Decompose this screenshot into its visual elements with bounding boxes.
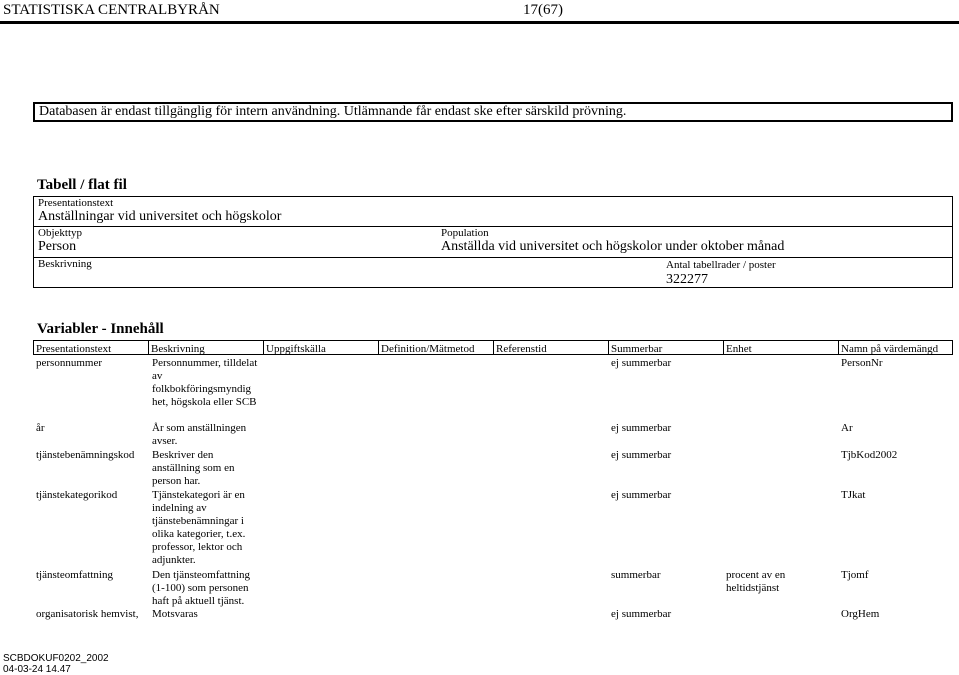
row-name: tjänsteomfattning bbox=[36, 569, 113, 581]
row-valueset: PersonNr bbox=[841, 357, 883, 369]
row-summable: ej summerbar bbox=[611, 449, 672, 461]
grid-line bbox=[33, 340, 34, 355]
row-description: Motsvaras bbox=[152, 608, 198, 620]
page-number: 17(67) bbox=[523, 2, 563, 18]
header-rule bbox=[0, 21, 959, 24]
organization-name: STATISTISKA CENTRALBYRÅN bbox=[3, 2, 220, 18]
grid-line bbox=[608, 340, 609, 355]
table-info-box bbox=[33, 196, 953, 288]
population-value: Anställda vid universitet och högskolor under oktober månad bbox=[441, 239, 785, 254]
row-name: år bbox=[36, 422, 45, 434]
row-summable: ej summerbar bbox=[611, 608, 672, 620]
row-valueset: Ar bbox=[841, 422, 853, 434]
row-summable: ej summerbar bbox=[611, 422, 672, 434]
column-header: Summerbar bbox=[611, 343, 663, 355]
presentation-value: Anställningar vid universitet och högskolor bbox=[38, 209, 282, 224]
row-description: Den tjänsteomfattning (1-100) som personen haft på aktuell tjänst. bbox=[152, 569, 251, 607]
row-description: Personnummer, tilldelat av folkbokföringsmyndig het, högskola eller SCB bbox=[152, 357, 258, 408]
column-header: Referenstid bbox=[496, 343, 547, 355]
column-header: Beskrivning bbox=[151, 343, 205, 355]
row-valueset: TjbKod2002 bbox=[841, 449, 898, 461]
divider bbox=[34, 226, 952, 227]
divider bbox=[34, 257, 952, 258]
variables-heading: Variabler - Innehåll bbox=[37, 321, 164, 337]
grid-line bbox=[493, 340, 494, 355]
rows-value: 322277 bbox=[666, 272, 708, 287]
row-description: Tjänstekategori är en indelning av tjänstebenämningar i olika kategorier, t.ex. professor, lektor och adjunkter. bbox=[152, 489, 246, 566]
row-valueset: Tjomf bbox=[841, 569, 869, 581]
column-header: Enhet bbox=[726, 343, 752, 355]
presentation-label: Presentationstext bbox=[38, 197, 114, 209]
row-name: tjänstebenämningskod bbox=[36, 449, 135, 461]
column-header: Uppgiftskälla bbox=[266, 343, 326, 355]
timestamp: 04-03-24 14.47 bbox=[3, 664, 71, 675]
grid-line bbox=[838, 340, 839, 355]
grid-line bbox=[378, 340, 379, 355]
rows-label: Antal tabellrader / poster bbox=[666, 259, 776, 271]
objecttype-value: Person bbox=[38, 239, 77, 254]
row-summable: summerbar bbox=[611, 569, 661, 581]
access-notice: Databasen är endast tillgänglig för intern användning. Utlämnande får endast ske efter särskild prövning. bbox=[33, 102, 953, 122]
description-label: Beskrivning bbox=[38, 258, 92, 270]
grid-line bbox=[723, 340, 724, 355]
table-heading: Tabell / flat fil bbox=[37, 177, 127, 193]
objecttype-label: Objekttyp bbox=[38, 227, 82, 239]
column-header: Namn på värdemängd bbox=[841, 343, 939, 355]
grid-line bbox=[952, 340, 953, 355]
grid-line bbox=[148, 340, 149, 355]
row-name: tjänstekategorikod bbox=[36, 489, 118, 501]
row-name: personnummer bbox=[36, 357, 102, 369]
row-description: Beskriver den anställning som en person har. bbox=[152, 449, 235, 487]
row-description: År som anställningen avser. bbox=[152, 422, 247, 447]
column-header: Definition/Mätmetod bbox=[381, 343, 475, 355]
document-id: SCBDOKUF0202_2002 bbox=[3, 653, 109, 664]
column-header: Presentationstext bbox=[36, 343, 112, 355]
row-valueset: OrgHem bbox=[841, 608, 880, 620]
population-label: Population bbox=[441, 227, 489, 239]
row-valueset: TJkat bbox=[841, 489, 866, 501]
row-unit: procent av en heltidstjänst bbox=[726, 569, 786, 594]
grid-line bbox=[263, 340, 264, 355]
row-name: organisatorisk hemvist, bbox=[36, 608, 139, 620]
row-summable: ej summerbar bbox=[611, 489, 672, 501]
row-summable: ej summerbar bbox=[611, 357, 672, 369]
